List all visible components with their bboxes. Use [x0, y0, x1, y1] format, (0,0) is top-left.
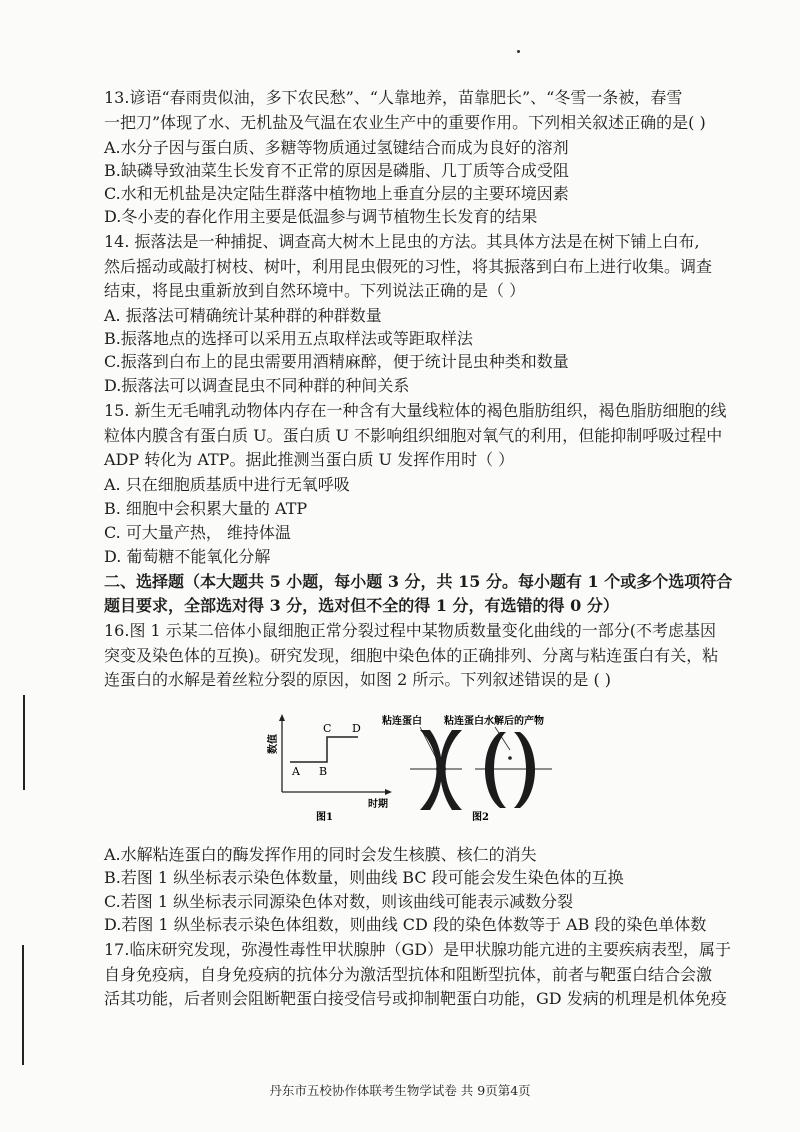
- q13-option-b: B.缺磷导致油菜生长发育不正常的原因是磷脂、几丁质等合成受阻: [104, 161, 569, 180]
- section2-heading-line2: 题目要求，全部选对得 3 分，选对但不全的得 1 分，有选错的得 0 分）: [104, 596, 619, 615]
- q14-option-c: C.振落到白布上的昆虫需要用酒精麻醉，便于统计昆虫种类和数量: [104, 352, 569, 371]
- q16-stem-line3: 连蛋白的水解是着丝粒分裂的原因，如图 2 所示。下列叙述错误的是 ( ): [104, 670, 612, 689]
- q15-option-b: B. 细胞中会积累大量的 ATP: [104, 499, 308, 518]
- q14-stem-line1: 14. 振落法是一种捕捉、调查高大树木上昆虫的方法。其具体方法是在树下铺上白布,: [104, 232, 700, 251]
- q15-option-a: A. 只在细胞质基质中进行无氧呼吸: [104, 475, 350, 494]
- fig1-curve: [290, 737, 358, 762]
- fig1-x-arrow: [385, 789, 392, 795]
- fig2-caption: 图2: [472, 812, 489, 823]
- q16-stem-line1: 16.图 1 示某二倍体小鼠细胞正常分裂过程中某物质数量变化曲线的一部分(不考虑基因: [104, 621, 717, 640]
- q16-option-d: D.若图 1 纵坐标表示染色体组数，则曲线 CD 段的染色体数等于 AB 段的染色单体数: [104, 915, 707, 934]
- q16-figures: [270, 712, 590, 827]
- q14-stem-line2: 然后摇动或敲打树枝、树叶，利用昆虫假死的习性，将其振落到白布上进行收集。调查: [104, 257, 713, 276]
- q15-stem-line2: 粒体内膜含有蛋白质 U。蛋白质 U 不影响组织细胞对氧气的利用，但能抑制呼吸过程中: [104, 426, 723, 445]
- margin-mark-top: [23, 695, 25, 790]
- q14-stem-line3: 结束，将昆虫重新放到自然环境中。下列说法正确的是（ ）: [104, 281, 526, 300]
- q13-stem-line2: 一把刀”体现了水、无机盐及气温在农业生产中的重要作用。下列相关叙述正确的是( ): [104, 113, 706, 132]
- q15-stem-line3: ADP 转化为 ATP。据此推测当蛋白质 U 发挥作用时（ ）: [104, 450, 515, 469]
- fig1-xlabel: 时期: [368, 799, 388, 810]
- fig1-ylabel: 数值: [268, 734, 279, 754]
- margin-mark-bottom: [22, 945, 24, 1065]
- q14-option-b: B.振落地点的选择可以采用五点取样法或等距取样法: [104, 329, 473, 348]
- page-footer: 丹东市五校协作体联考生物学试卷 共 9页第4页: [269, 1083, 531, 1098]
- fig1-caption: 图1: [316, 812, 333, 823]
- fig2-cohesin: [436, 765, 446, 773]
- q17-stem-line2: 自身免疫病，自身免疫病的抗体分为激活型抗体和阻断型抗体，前者与靶蛋白结合会激: [104, 965, 713, 984]
- q14-option-d: D.振落法可以调查昆虫不同种群的种间关系: [104, 376, 410, 395]
- fig1-y-arrow: [279, 714, 285, 721]
- q16-figure-svg: [270, 712, 590, 827]
- fig1-point-b: B: [319, 765, 328, 778]
- q13-option-c: C.水和无机盐是决定陆生群落中植物地上垂直分层的主要环境因素: [104, 184, 569, 203]
- q13-option-d: D.冬小麦的春化作用主要是低温参与调节植物生长发育的结果: [104, 207, 538, 226]
- q15-option-d: D. 葡萄糖不能氧化分解: [104, 547, 271, 566]
- fig2-label-product: 粘连蛋白水解后的产物: [444, 716, 544, 727]
- fig1-point-a: A: [292, 765, 300, 778]
- q14-option-a: A. 振落法可精确统计某种群的种群数量: [104, 306, 382, 325]
- q17-stem-line3: 活其功能，后者则会阻断靶蛋白接受信号或抑制靶蛋白功能，GD 发病的机理是机体免疫: [104, 989, 727, 1008]
- q16-option-c: C.若图 1 纵坐标表示同源染色体对数，则该曲线可能表示减数分裂: [104, 892, 574, 911]
- q16-option-a: A.水解粘连蛋白的酶发挥作用的同时会发生核膜、核仁的消失: [104, 845, 537, 864]
- q17-stem-line1: 17.临床研究发现，弥漫性毒性甲状腺肿（GD）是甲状腺功能亢进的主要疾病表型，属于: [104, 940, 732, 959]
- q13-stem-line1: 13.谚语“春雨贵似油，多下农民愁”、“人靠地养，苗靠肥长”、“冬雪一条被，春雪: [104, 88, 683, 107]
- q16-option-b: B.若图 1 纵坐标表示染色体数量，则曲线 BC 段可能会发生染色体的互换: [104, 868, 624, 887]
- q13-option-a: A.水分子因与蛋白质、多糖等物质通过氢键结合而成为良好的溶剂: [104, 138, 569, 157]
- fig1-point-c: C: [323, 722, 332, 735]
- q15-stem-line1: 15. 新生无毛哺乳动物体内存在一种含有大量线粒体的褐色脂肪组织，褐色脂肪细胞的线: [104, 401, 727, 420]
- fig2-separated-left: [485, 732, 506, 808]
- fig2-label-cohesin: 粘连蛋白: [382, 716, 422, 727]
- fig1-point-d: D: [352, 722, 361, 735]
- q16-stem-line2: 突变及染色体的互换)。研究发现，细胞中染色体的正确排列、分离与粘连蛋白有关，粘: [104, 646, 719, 665]
- fig2-product-dot: [508, 756, 512, 760]
- fig2-separated-right: [514, 732, 535, 808]
- section2-heading-line1: 二、选择题（本大题共 5 小题，每小题 3 分，共 15 分。每小题有 1 个或多个选项符合: [104, 572, 733, 591]
- q15-option-c: C. 可大量产热， 维持体温: [104, 523, 291, 542]
- scan-speck: [517, 50, 520, 53]
